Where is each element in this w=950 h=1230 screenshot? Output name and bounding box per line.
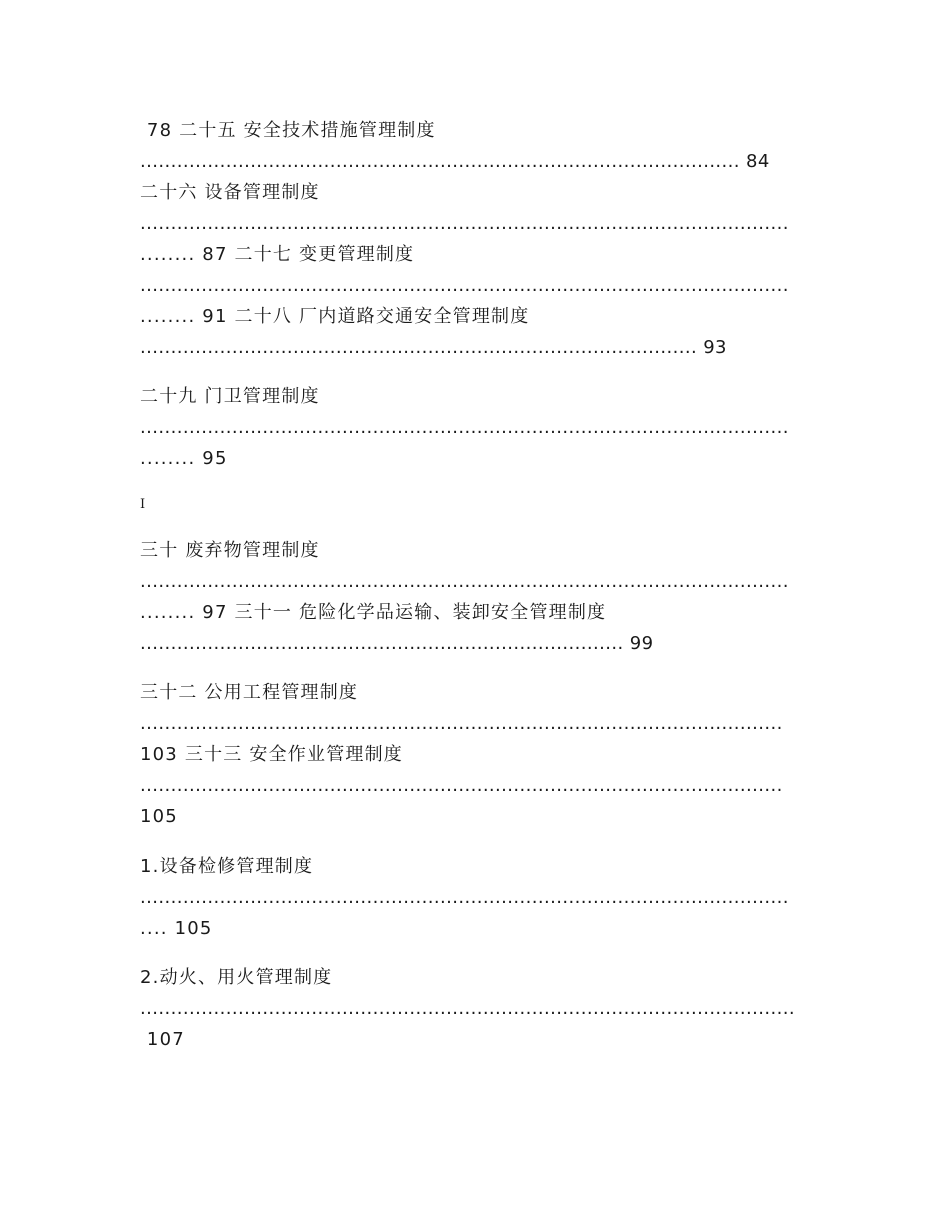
toc-leader-line: ...........................................................................................................: [140, 998, 796, 1019]
toc-leader-line: .........................................................................................................: [140, 775, 783, 796]
toc-entry: ........ 97 三十一 危险化学品运输、装卸安全管理制度: [140, 602, 607, 623]
page-marker: I: [140, 497, 146, 512]
toc-leader-line: ..........................................................................................................: [140, 275, 789, 296]
toc-leader-line: ............................................................................... 99: [140, 633, 654, 654]
toc-entry: 105: [140, 806, 178, 827]
toc-entry: 三十 废弃物管理制度: [140, 540, 320, 561]
toc-entry: .... 105: [140, 918, 213, 939]
toc-leader-line: .........................................................................................................: [140, 713, 783, 734]
toc-entry: 103 三十三 安全作业管理制度: [140, 744, 403, 765]
toc-entry: 78 二十五 安全技术措施管理制度: [140, 120, 436, 141]
toc-entry: ........ 91 二十八 厂内道路交通安全管理制度: [140, 306, 530, 327]
toc-leader-line: ..........................................................................................................: [140, 213, 789, 234]
toc-entry: ........ 87 二十七 变更管理制度: [140, 244, 415, 265]
toc-entry: ........ 95: [140, 448, 228, 469]
toc-leader-line: ........................................................................................... 93: [140, 337, 727, 358]
toc-entry: 三十二 公用工程管理制度: [140, 682, 359, 703]
toc-entry: 二十九 门卫管理制度: [140, 386, 320, 407]
toc-leader-line: ..........................................................................................................: [140, 417, 789, 438]
toc-entry: 二十六 设备管理制度: [140, 182, 320, 203]
toc-leader-line: ..........................................................................................................: [140, 571, 789, 592]
toc-leader-line: .................................................................................................. 84: [140, 151, 770, 172]
toc-entry: 1.设备检修管理制度: [140, 856, 314, 877]
toc-entry: 2.动火、用火管理制度: [140, 967, 333, 988]
toc-entry: 107: [140, 1029, 185, 1050]
toc-leader-line: ..........................................................................................................: [140, 887, 789, 908]
